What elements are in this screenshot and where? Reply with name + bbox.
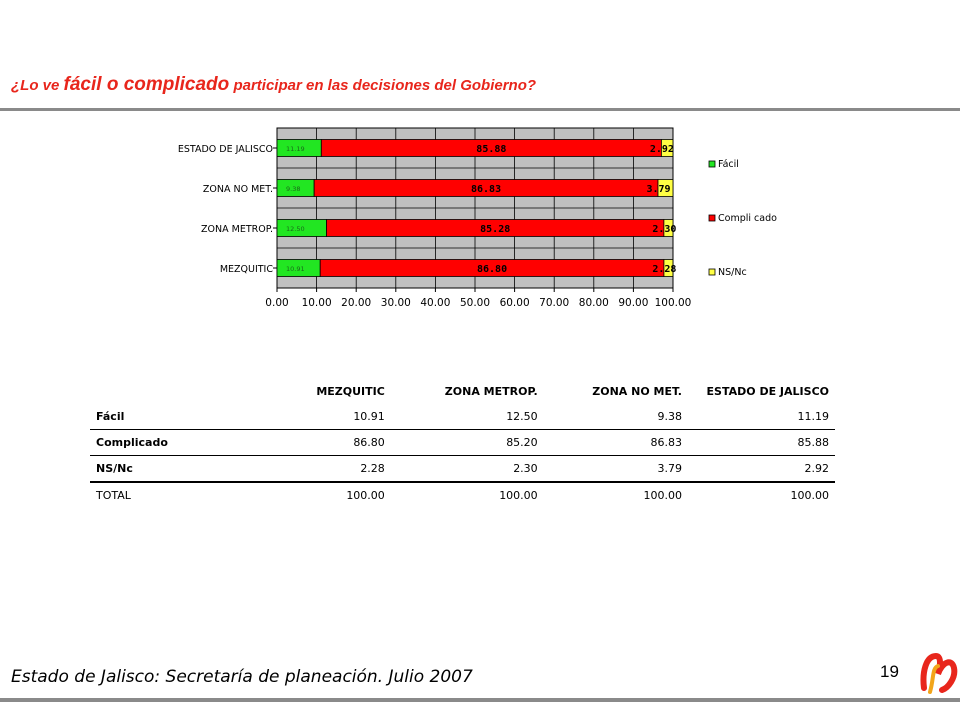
table-header-cell: ZONA NO MET. xyxy=(592,385,682,398)
stacked-bar-chart xyxy=(150,120,800,320)
table-header-cell: ZONA METROP. xyxy=(444,385,538,398)
table-row xyxy=(90,404,835,430)
table-cell: 2.92 xyxy=(688,456,835,483)
x-tick-label: 70.00 xyxy=(539,297,570,309)
table-cell: 100.00 xyxy=(346,489,385,502)
row-label: TOTAL xyxy=(96,489,131,502)
table-header-cell xyxy=(90,362,246,404)
category-label: ZONA METROP. xyxy=(201,224,273,235)
x-tick-label: 50.00 xyxy=(459,297,491,309)
data-label: 3.79 xyxy=(646,184,671,195)
data-label: 85.28 xyxy=(480,224,511,235)
x-tick-label: 40.00 xyxy=(420,297,451,309)
table-header-cell: ESTADO DE JALISCO xyxy=(706,385,829,398)
table-cell: 9.38 xyxy=(544,404,688,430)
table-cell: 85.20 xyxy=(391,430,544,456)
x-tick-label: 10.00 xyxy=(301,297,332,309)
table-row xyxy=(90,430,835,456)
legend-swatch xyxy=(709,161,715,167)
table-row xyxy=(90,456,835,483)
table-cell: 86.80 xyxy=(246,430,391,456)
legend-label: NS/Nc xyxy=(718,267,747,278)
table-cell: 100.00 xyxy=(643,489,682,502)
table-row-total xyxy=(90,482,835,508)
data-label: 11.19 xyxy=(286,145,305,153)
data-label: 85.88 xyxy=(476,144,507,155)
table-cell: 85.88 xyxy=(688,430,835,456)
table-cell: 86.83 xyxy=(544,430,688,456)
bottom-divider xyxy=(0,698,960,702)
table-cell: 3.79 xyxy=(544,456,688,483)
table-cell: 12.50 xyxy=(391,404,544,430)
table-cell: 100.00 xyxy=(790,489,829,502)
table-cell: 100.00 xyxy=(499,489,538,502)
category-label: ESTADO DE JALISCO xyxy=(177,144,273,155)
legend-swatch xyxy=(709,215,715,221)
title-prefix: ¿Lo ve xyxy=(11,77,64,94)
category-label: ZONA NO MET. xyxy=(202,184,273,195)
row-label: Complicado xyxy=(90,430,246,456)
data-label: 10.91 xyxy=(286,265,305,273)
x-tick-label: 0.00 xyxy=(265,297,289,309)
data-label: 2.30 xyxy=(652,224,677,235)
title-suffix: participar en las decisiones del Gobierno? xyxy=(229,77,537,94)
top-divider xyxy=(0,108,960,111)
data-label: 86.83 xyxy=(471,184,502,195)
category-label: MEZQUITIC xyxy=(219,264,273,275)
brand-logo-icon xyxy=(918,648,958,696)
x-tick-label: 30.00 xyxy=(380,297,411,309)
row-label: NS/Nc xyxy=(90,456,246,483)
title-emphasis: fácil o complicado xyxy=(63,74,230,95)
data-label: 12.50 xyxy=(286,225,305,233)
table-header-cell: MEZQUITIC xyxy=(316,385,385,398)
data-label: 2.28 xyxy=(652,264,677,275)
row-label: Fácil xyxy=(90,404,246,430)
table-cell: 11.19 xyxy=(688,404,835,430)
legend-swatch xyxy=(709,269,715,275)
slide-title xyxy=(11,74,651,96)
table-cell: 10.91 xyxy=(246,404,391,430)
data-label: 86.80 xyxy=(477,264,508,275)
x-tick-label: 20.00 xyxy=(341,297,372,309)
x-tick-label: 100.00 xyxy=(654,297,692,309)
data-label: 2.92 xyxy=(649,144,674,155)
table-cell: 2.28 xyxy=(246,456,391,483)
x-tick-label: 60.00 xyxy=(499,297,530,309)
legend-label: Fácil xyxy=(718,159,739,170)
legend-label: Compli cado xyxy=(718,213,777,224)
table-header-row xyxy=(90,362,835,404)
footer-source: Estado de Jalisco: Secretaría de planeación. Julio 2007 xyxy=(11,667,473,687)
data-table xyxy=(90,362,835,508)
page-number: 19 xyxy=(880,662,899,681)
data-label: 9.38 xyxy=(286,185,301,193)
x-tick-label: 90.00 xyxy=(618,297,649,309)
x-tick-label: 80.00 xyxy=(578,297,609,309)
table-cell: 2.30 xyxy=(391,456,544,483)
